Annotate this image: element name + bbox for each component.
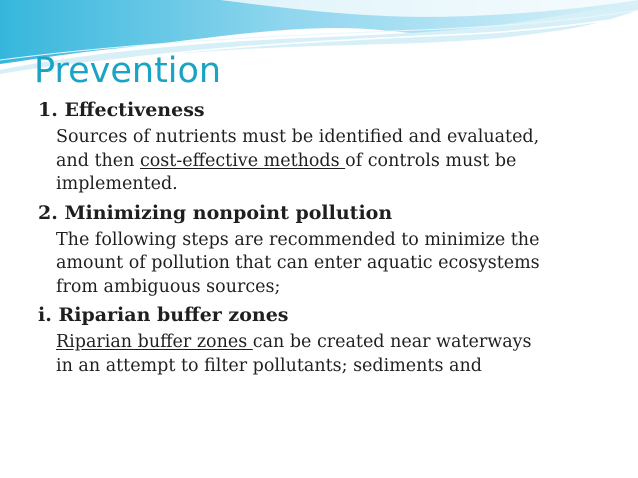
section-minimizing-nonpoint-pollution [38, 199, 628, 300]
section-paragraph [38, 331, 628, 378]
section-paragraph [38, 229, 628, 300]
text-line: Sources of nutrients must be identified and evaluated, [56, 127, 540, 147]
section-heading: i. Riparian buffer zones [38, 304, 289, 326]
section-heading: 2. Minimizing nonpoint pollution [38, 201, 393, 224]
text-line: The following steps are recommended to minimize the [56, 229, 540, 250]
text-line: implemented. [56, 174, 178, 194]
text-line: Riparian buffer zones can be created near waterways [38, 331, 628, 355]
section-riparian-buffer-zones [38, 301, 628, 378]
cost-effective-methods-link[interactable]: cost-effective methods [139, 150, 346, 171]
section-effectiveness [38, 96, 628, 197]
text-line: in an attempt to filter pollutants; sediments and [56, 355, 482, 376]
slide-title: Prevention [34, 51, 222, 91]
riparian-buffer-zones-link[interactable]: Riparian buffer zones [56, 332, 253, 352]
slide-body [38, 96, 628, 380]
text-line: from ambiguous sources; [56, 276, 281, 297]
section-paragraph [38, 126, 628, 197]
text-line: and then cost-effective methods of controls must be [56, 150, 517, 171]
text-line: amount of pollution that can enter aquatic ecosystems [56, 253, 540, 273]
section-heading: 1. Effectiveness [38, 99, 205, 121]
